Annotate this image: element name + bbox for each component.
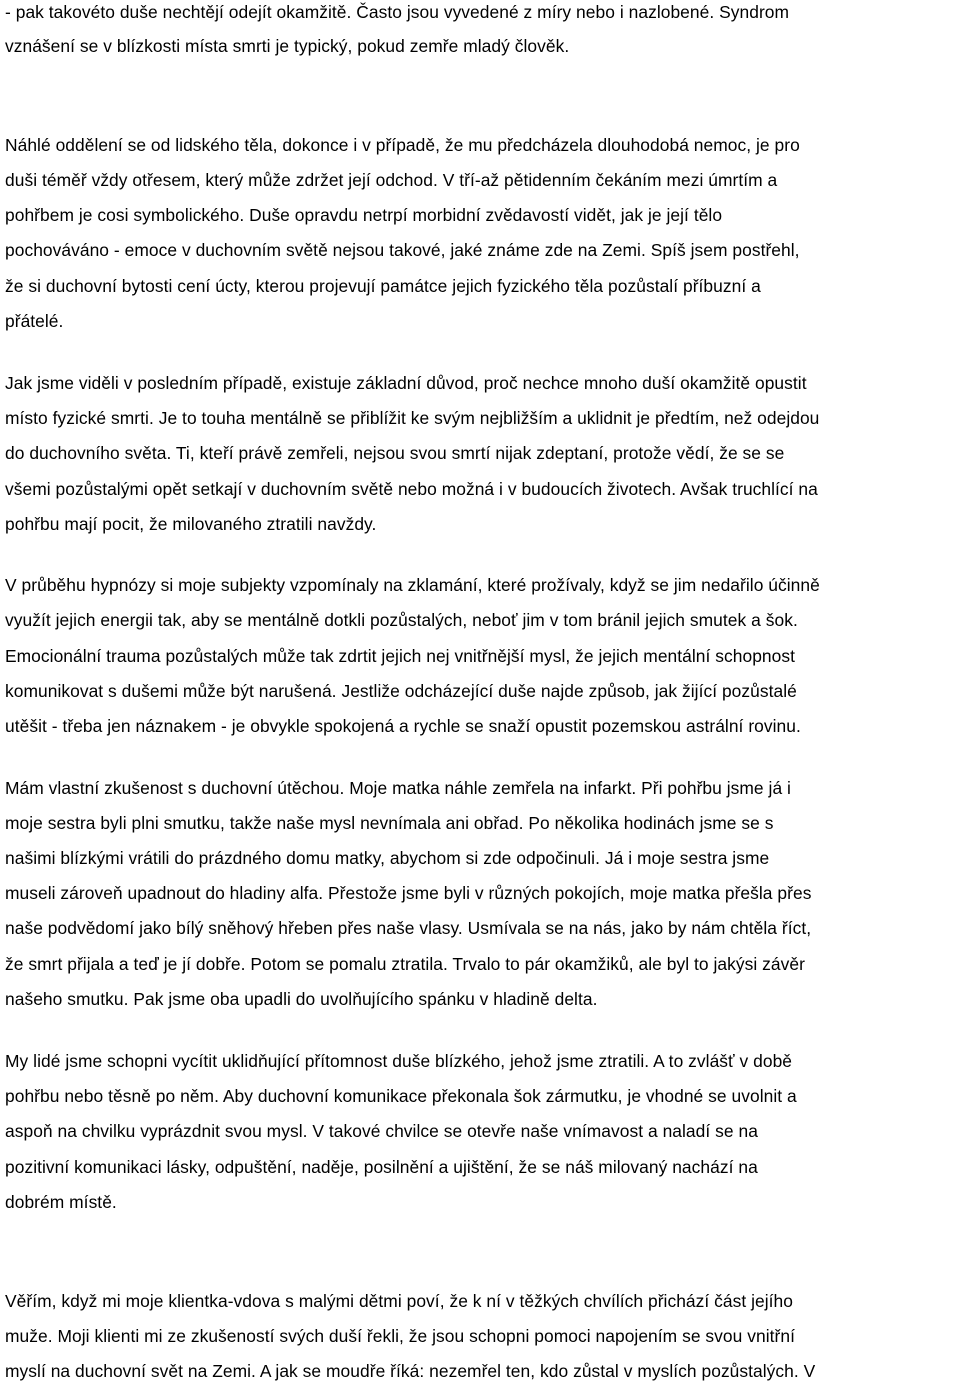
- text-line: pozitivní komunikaci lásky, odpuštění, naděje, posilnění a ujištění, že se náš milovaný nachází na: [5, 1157, 758, 1177]
- text-line: Náhlé oddělení se od lidského těla, dokonce i v případě, že mu předcházela dlouhodobá nemoc, je pro: [5, 135, 800, 155]
- text-line: pochováváno - emoce v duchovním světě nejsou takové, jaké známe zde na Zemi. Spíš jsem postřehl,: [5, 240, 800, 260]
- text-line: myslí na duchovní svět na Zemi. A jak se moudře říká: nezemřel ten, kdo zůstal v myslích pozůstalých. V: [5, 1361, 816, 1381]
- text-line: utěšit - třeba jen náznakem - je obvykle spokojená a rychle se snaží opustit pozemskou astrální rovinu.: [5, 716, 801, 736]
- text-line: přátelé.: [5, 311, 64, 331]
- text-line: dobrém místě.: [5, 1192, 117, 1212]
- text-line: pohřbu nebo těsně po něm. Aby duchovní komunikace překonala šok zármutku, je vhodné se uvolnit a: [5, 1086, 797, 1106]
- text-line: My lidé jsme schopni vycítit uklidňující přítomnost duše blízkého, jehož jsme ztratili. A to zvlášť v době: [5, 1051, 793, 1071]
- text-line: vznášení se v blízkosti místa smrti je typický, pokud zemře mladý člověk.: [5, 36, 570, 56]
- text-line: V průběhu hypnózy si moje subjekty vzpomínaly na zklamání, které prožívaly, když se jim nedařilo účinně: [5, 575, 820, 595]
- text-line: museli zároveň upadnout do hladiny alfa. Přestože jsme byli v různých pokojích, moje matka přešla přes: [5, 883, 812, 903]
- text-line: Emocionální trauma pozůstalých může tak zdrtit jejich nej vnitřnější mysl, že jejich mentální schopnost: [5, 646, 796, 666]
- text-line: našeho smutku. Pak jsme oba upadli do uvolňujícího spánku v hladině delta.: [5, 989, 598, 1009]
- text-line: Věřím, když mi moje klientka-vdova s malými dětmi poví, že k ní v těžkých chvílích přichází část jejího: [5, 1291, 793, 1311]
- text-line: komunikovat s dušemi může být narušená. Jestliže odcházející duše najde způsob, jak žijící pozůstalé: [5, 681, 797, 701]
- text-line: Mám vlastní zkušenost s duchovní útěchou. Moje matka náhle zemřela na infarkt. Při pohřbu jsme já i: [5, 778, 791, 798]
- text-line: využít jejich energii tak, aby se mentálně dotkli pozůstalých, neboť jim v tom bránil jejich smutek a šok.: [5, 610, 798, 630]
- text-line: aspoň na chvilku vyprázdnit svou mysl. V takové chvilce se otevře naše vnímavost a naladí se na: [5, 1121, 758, 1141]
- text-line: pohřbu mají pocit, že milovaného ztratili navždy.: [5, 514, 377, 534]
- text-line: místo fyzické smrti. Je to touha mentálně se přiblížit ke svým nejbližším a uklidnit je předtím, než odejdou: [5, 408, 820, 428]
- text-line: našimi blízkými vrátili do prázdného domu matky, abychom si zde odpočinuli. Já i moje sestra jsme: [5, 848, 770, 868]
- text-line: - pak takovéto duše nechtějí odejít okamžitě. Často jsou vyvedené z míry nebo i nazlobené. Syndrom: [5, 2, 790, 22]
- text-line: že smrt přijala a teď je jí dobře. Potom se pomalu ztratila. Trvalo to pár okamžiků, ale byl to jakýsi závěr: [5, 954, 805, 974]
- text-line: Jak jsme viděli v posledním případě, existuje základní důvod, proč nechce mnoho duší okamžitě opustit: [5, 373, 807, 393]
- text-line: všemi pozůstalými opět setkají v duchovním světě nebo možná i v budoucích životech. Avšak truchlící na: [5, 479, 818, 499]
- text-line: do duchovního světa. Ti, kteří právě zemřeli, nejsou svou smrtí nijak zdeptaní, protože vědí, že se se: [5, 443, 785, 463]
- text-line: pohřbem je cosi symbolického. Duše opravdu netrpí morbidní zvědavostí vidět, jak je její tělo: [5, 205, 723, 225]
- text-line: naše podvědomí jako bílý sněhový hřeben přes naše vlasy. Usmívala se na nás, jako by nám chtěla říct,: [5, 918, 812, 938]
- text-line: že si duchovní bytosti cení úcty, kterou projevují památce jejich fyzického těla pozůstalí příbuzní a: [5, 276, 761, 296]
- text-line: moje sestra byli plni smutku, takže naše mysl nevnímala ani obřad. Po několika hodinách jsme se s: [5, 813, 774, 833]
- text-line: duši téměř vždy otřesem, který může zdržet její odchod. V tří-až pětidenním čekáním mezi úmrtím a: [5, 170, 778, 190]
- text-line: muže. Moji klienti mi ze zkušeností svých duší řekli, že jsou schopni pomoci napojením se svou vnitřní: [5, 1326, 795, 1346]
